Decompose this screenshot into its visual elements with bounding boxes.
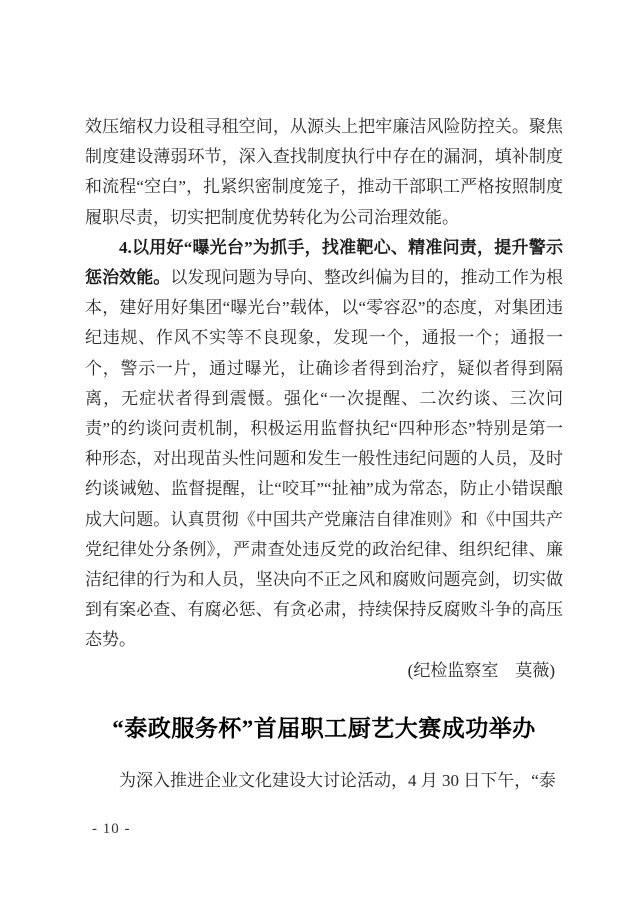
paragraph-continuation: 效压缩权力设租寻租空间，从源头上把牢廉洁风险防控关。聚焦制度建设薄弱环节，深入查找制度执行中存在的漏洞，填补制度和流程“空白”，扎紧织密制度笼子，推动干部职工严格按照制度履职尽责，切实把制度优势转化为公司治理效能。 — [85, 117, 563, 227]
article-2-first-paragraph: 为深入推进企业文化建设大讨论活动，4 月 30 日下午，“泰 — [119, 770, 556, 790]
page-content — [85, 112, 563, 796]
article-2-title: “泰政服务杯”首届职工厨艺大赛成功举办 — [112, 715, 536, 741]
article-attribution: (纪检监察室 莫薇) — [407, 660, 555, 680]
page-number: - 10 - — [92, 821, 131, 837]
item-4-body-text: 以发现问题为导向、整改纠偏为目的，推动工作为根本，建好用好集团“曝光台”载体，以“零容忍”的态度，对集团违纪违规、作风不实等不良现象，发现一个，通报一个；通报一个，警示一片，通过曝光，让确诊者得到治疗，疑似者得到隔离，无症状者得到震慑。强化“一次提醒、二次约谈、三次问责”的约谈问责机制，积极运用监督执纪“四种形态”特别是第一种形态，对出现苗头性问题和发生一般性违纪问题的人员，及时约谈诫勉、监督提醒，让“咬耳”“扯袖”成为常态，防止小错误酿成大问题。认真贯彻《中国共产党廉洁自律准则》和《中国共产党纪律处分条例》，严肃查处违反党的政治纪律、组织纪律、廉洁纪律的行为和人员，坚决向不正之风和腐败问题亮剑，切实做到有案必查、有腐必惩、有贪必肃，持续保持反腐败斗争的高压态势。 — [85, 268, 564, 650]
item-4-lead-sentence: 4.以用好“曝光台”为抓手，找准靶心、精准问责，提升警示惩治效能。 — [85, 237, 563, 288]
paragraph-item-4 — [85, 233, 563, 656]
